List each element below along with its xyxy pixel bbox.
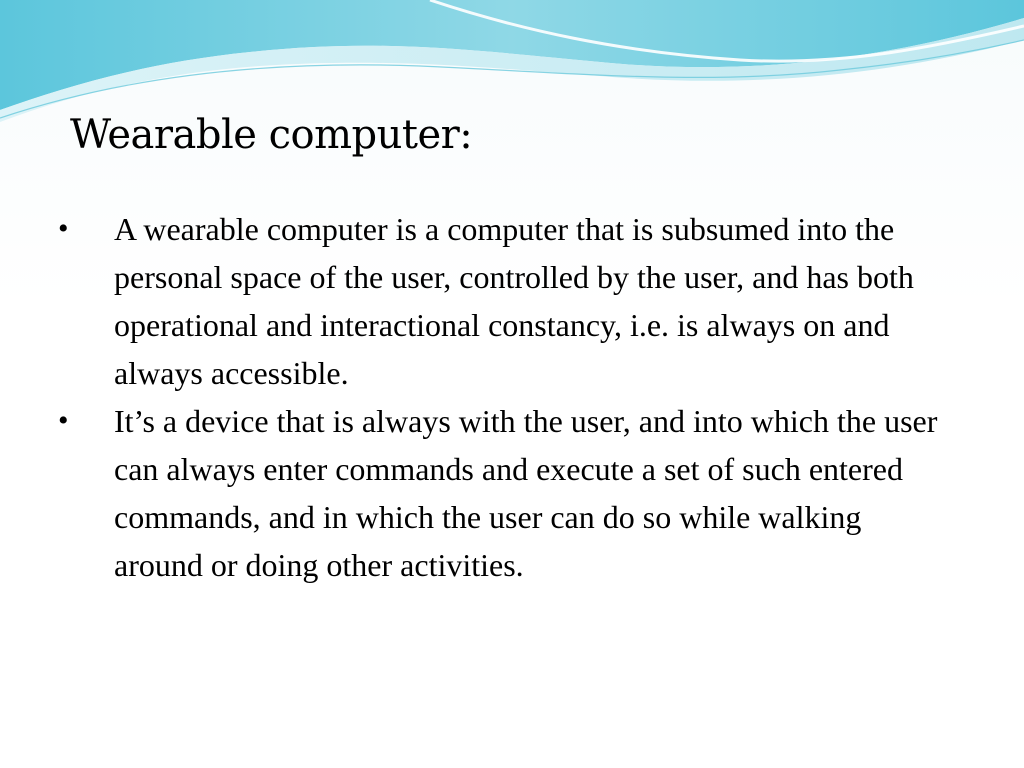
list-item — [58, 205, 948, 397]
bullet-list — [58, 205, 948, 589]
bullet-icon: • — [58, 404, 69, 437]
bullet-icon: • — [58, 212, 69, 245]
bullet-text: A wearable computer is a computer that is subsumed into the personal space of the user, controlled by the user, and has both operational and interactional constancy, i.e. is always on and always accessible. — [114, 211, 914, 391]
slide-title: Wearable computer: — [70, 112, 473, 158]
bullet-text: It’s a device that is always with the user, and into which the user can always enter commands and execute a set of such entered commands, and in which the user can do so while walking around or doing other activities. — [114, 403, 938, 583]
list-item — [58, 397, 948, 589]
